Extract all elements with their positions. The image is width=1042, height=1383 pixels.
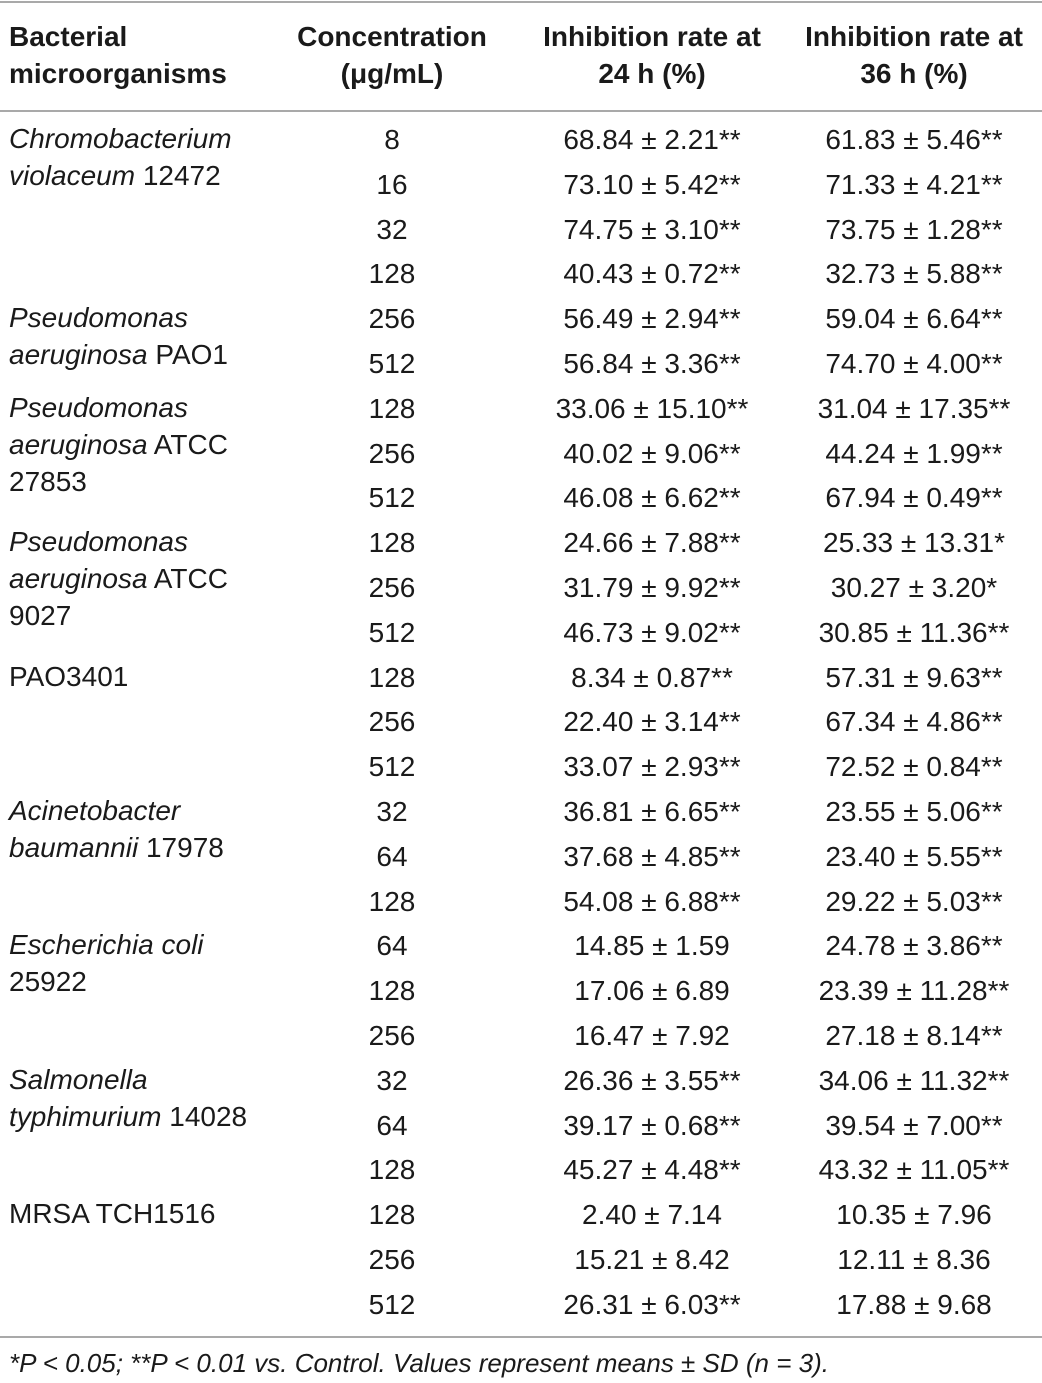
organism-name xyxy=(9,389,228,500)
concentration-cell: 128 xyxy=(368,885,416,917)
organism-name-line xyxy=(9,597,228,634)
concentration-cell: 512 xyxy=(368,616,416,648)
organism-genus-species: Pseudomonas xyxy=(9,391,189,423)
table-footnote: *P < 0.05; **P < 0.01 vs. Control. Values represent means ± SD (n = 3). xyxy=(9,1348,829,1378)
organism-genus-species: Acinetobacter xyxy=(9,795,181,826)
rate-24h-cell: 40.43 ± 0.72** xyxy=(563,258,741,290)
concentration-cell: 256 xyxy=(368,437,416,469)
table-row xyxy=(0,879,1042,924)
header-rule xyxy=(0,110,1042,112)
rate-36h-cell: 30.85 ± 11.36** xyxy=(818,616,1010,648)
rate-24h-cell: 46.73 ± 9.02** xyxy=(563,616,741,648)
table-row xyxy=(0,1013,1042,1058)
rate-24h-cell: 39.17 ± 0.68** xyxy=(563,1109,741,1141)
organism-name-line xyxy=(9,157,232,194)
organism-name-line xyxy=(9,120,232,157)
concentration-cell: 8 xyxy=(384,124,400,155)
organism-genus-species: baumannii xyxy=(9,832,139,863)
concentration-cell: 256 xyxy=(368,1020,416,1051)
organism-genus-species: aeruginosa xyxy=(9,563,148,595)
table-row xyxy=(0,251,1042,296)
rate-36h-cell: 23.39 ± 11.28** xyxy=(818,975,1010,1007)
rate-24h-cell: 68.84 ± 2.21** xyxy=(563,124,741,155)
table-row xyxy=(0,744,1042,789)
rate-36h-cell: 12.11 ± 8.36 xyxy=(837,1244,991,1275)
rate-36h-cell: 23.55 ± 5.06** xyxy=(825,796,1003,827)
organism-genus-species: aeruginosa xyxy=(9,428,148,460)
rate-36h-cell: 67.34 ± 4.86** xyxy=(825,706,1003,738)
rate-24h-cell: 74.75 ± 3.10** xyxy=(563,213,741,245)
rate-24h-cell: 46.08 ± 6.62** xyxy=(563,482,741,514)
rate-24h-cell: 2.40 ± 7.14 xyxy=(582,1199,722,1231)
rate-36h-cell: 74.70 ± 4.00** xyxy=(825,348,1003,379)
rate-36h-cell: 39.54 ± 7.00** xyxy=(825,1109,1003,1141)
organism-name-line xyxy=(9,426,228,463)
rate-24h-cell: 37.68 ± 4.85** xyxy=(563,840,741,872)
concentration-cell: 32 xyxy=(376,796,408,827)
organism-name-line xyxy=(9,963,204,1000)
organism-strain: PAO3401 xyxy=(9,660,129,692)
organism-strain: ATCC xyxy=(147,563,228,595)
rate-36h-cell: 34.06 ± 11.32** xyxy=(818,1064,1010,1096)
rate-36h-cell: 43.32 ± 11.05** xyxy=(818,1154,1010,1186)
concentration-cell: 128 xyxy=(368,1154,416,1186)
table-row xyxy=(0,699,1042,744)
organism-genus-species: Escherichia coli xyxy=(9,929,204,961)
organism-genus-species: Pseudomonas xyxy=(9,302,189,334)
rate-24h-cell: 36.81 ± 6.65** xyxy=(563,796,741,827)
concentration-cell: 128 xyxy=(368,258,416,290)
concentration-cell: 64 xyxy=(376,840,408,872)
rate-24h-cell: 73.10 ± 5.42** xyxy=(563,168,741,200)
table-row xyxy=(0,207,1042,252)
rate-24h-cell: 45.27 ± 4.48** xyxy=(563,1154,741,1186)
rate-36h-cell: 31.04 ± 17.35** xyxy=(817,392,1011,424)
organism-name-line xyxy=(9,926,204,963)
organism-strain: 27853 xyxy=(9,465,87,497)
organism-name-line xyxy=(9,1098,247,1135)
organism-genus-species: aeruginosa xyxy=(9,339,148,371)
concentration-cell: 64 xyxy=(376,1109,408,1141)
concentration-cell: 512 xyxy=(368,1288,416,1320)
rate-36h-cell: 24.78 ± 3.86** xyxy=(825,930,1003,962)
organism-name xyxy=(9,792,224,866)
organism-genus-species: Salmonella xyxy=(9,1063,148,1095)
rate-36h-cell: 59.04 ± 6.64** xyxy=(825,303,1003,335)
organism-name xyxy=(9,926,204,1000)
rate-24h-cell: 31.79 ± 9.92** xyxy=(563,572,741,603)
rate-24h-cell: 26.31 ± 6.03** xyxy=(563,1288,741,1320)
header-concentration: Concentration (μg/mL) xyxy=(297,21,487,89)
organism-name-line xyxy=(9,299,228,336)
rate-24h-cell: 14.85 ± 1.59 xyxy=(574,930,730,962)
rate-24h-cell: 33.06 ± 15.10** xyxy=(555,392,749,424)
header-rate-36h: Inhibition rate at 36 h (%) xyxy=(805,21,1023,89)
organism-name-line xyxy=(9,560,228,597)
rate-24h-cell: 56.49 ± 2.94** xyxy=(563,303,741,335)
rate-24h-cell: 8.34 ± 0.87** xyxy=(571,661,733,693)
rate-36h-cell: 23.40 ± 5.55** xyxy=(825,840,1003,872)
organism-name-line xyxy=(9,1195,215,1232)
concentration-cell: 512 xyxy=(368,482,416,514)
rate-24h-cell: 16.47 ± 7.92 xyxy=(574,1020,730,1051)
organism-name xyxy=(9,658,128,695)
rate-36h-cell: 32.73 ± 5.88** xyxy=(825,258,1003,290)
rate-24h-cell: 17.06 ± 6.89 xyxy=(574,975,730,1007)
rate-24h-cell: 33.07 ± 2.93** xyxy=(563,751,741,783)
organism-name xyxy=(9,299,228,373)
concentration-cell: 128 xyxy=(368,392,416,424)
rate-24h-cell: 22.40 ± 3.14** xyxy=(563,706,741,738)
concentration-cell: 256 xyxy=(368,1244,416,1275)
organism-strain: 12472 xyxy=(135,160,221,191)
rate-36h-cell: 25.33 ± 13.31* xyxy=(823,527,1005,559)
concentration-cell: 128 xyxy=(368,1199,416,1231)
organism-strain: PAO1 xyxy=(147,339,228,371)
rate-36h-cell: 30.27 ± 3.20* xyxy=(830,572,998,603)
organism-name-line xyxy=(9,523,228,560)
rate-36h-cell: 73.75 ± 1.28** xyxy=(825,213,1003,245)
organism-strain: 17978 xyxy=(138,832,224,863)
concentration-cell: 16 xyxy=(376,168,408,200)
rate-36h-cell: 27.18 ± 8.14** xyxy=(825,1020,1003,1051)
organism-name-line xyxy=(9,463,228,500)
organism-strain: 9027 xyxy=(9,600,72,632)
organism-strain: ATCC xyxy=(147,428,228,460)
concentration-cell: 128 xyxy=(368,527,416,559)
concentration-cell: 128 xyxy=(368,975,416,1007)
rate-24h-cell: 54.08 ± 6.88** xyxy=(563,885,741,917)
table-bottom-rule xyxy=(0,1336,1042,1338)
rate-36h-cell: 10.35 ± 7.96 xyxy=(836,1199,992,1231)
rate-24h-cell: 56.84 ± 3.36** xyxy=(563,348,741,379)
rate-24h-cell: 24.66 ± 7.88** xyxy=(563,527,741,559)
concentration-cell: 256 xyxy=(368,303,416,335)
rate-36h-cell: 17.88 ± 9.68 xyxy=(836,1288,992,1320)
organism-name xyxy=(9,523,228,634)
rate-24h-cell: 26.36 ± 3.55** xyxy=(563,1064,741,1096)
header-organism: Bacterial microorganisms xyxy=(9,21,227,89)
table-row xyxy=(0,655,1042,700)
table-row xyxy=(0,1282,1042,1327)
organism-genus-species: Chromobacterium xyxy=(9,123,232,154)
rate-36h-cell: 72.52 ± 0.84** xyxy=(825,751,1003,783)
rate-36h-cell: 29.22 ± 5.03** xyxy=(825,885,1003,917)
organism-strain: MRSA TCH1516 xyxy=(9,1198,216,1230)
rate-36h-cell: 61.83 ± 5.46** xyxy=(825,124,1003,155)
organism-name xyxy=(9,1195,215,1232)
table-row xyxy=(0,1237,1042,1282)
concentration-cell: 32 xyxy=(376,213,408,245)
rate-36h-cell: 44.24 ± 1.99** xyxy=(825,437,1003,469)
organism-name-line xyxy=(9,658,128,695)
organism-name-line xyxy=(9,336,228,373)
organism-genus-species: violaceum xyxy=(9,160,136,191)
rate-24h-cell: 40.02 ± 9.06** xyxy=(563,437,741,469)
concentration-cell: 256 xyxy=(368,706,416,738)
concentration-cell: 32 xyxy=(376,1064,408,1096)
organism-name-line xyxy=(9,829,224,866)
concentration-cell: 256 xyxy=(368,572,416,603)
organism-name-line xyxy=(9,1061,247,1098)
rate-24h-cell: 15.21 ± 8.42 xyxy=(574,1244,730,1275)
rate-36h-cell: 57.31 ± 9.63** xyxy=(825,661,1003,693)
organism-strain: 14028 xyxy=(161,1100,248,1132)
organism-strain: 25922 xyxy=(9,966,87,998)
rate-36h-cell: 67.94 ± 0.49** xyxy=(825,482,1003,514)
organism-genus-species: Pseudomonas xyxy=(9,526,189,558)
table-top-rule xyxy=(0,1,1042,3)
rate-36h-cell: 71.33 ± 4.21** xyxy=(825,168,1003,200)
concentration-cell: 128 xyxy=(368,661,416,693)
table-row xyxy=(0,1147,1042,1192)
header-rate-24h: Inhibition rate at 24 h (%) xyxy=(543,21,761,89)
organism-name xyxy=(9,120,232,194)
organism-name-line xyxy=(9,389,228,426)
concentration-cell: 64 xyxy=(376,930,408,962)
organism-name xyxy=(9,1061,247,1135)
organism-genus-species: typhimurium xyxy=(9,1100,162,1132)
organism-name-line xyxy=(9,792,224,829)
concentration-cell: 512 xyxy=(368,751,416,783)
concentration-cell: 512 xyxy=(368,348,416,379)
